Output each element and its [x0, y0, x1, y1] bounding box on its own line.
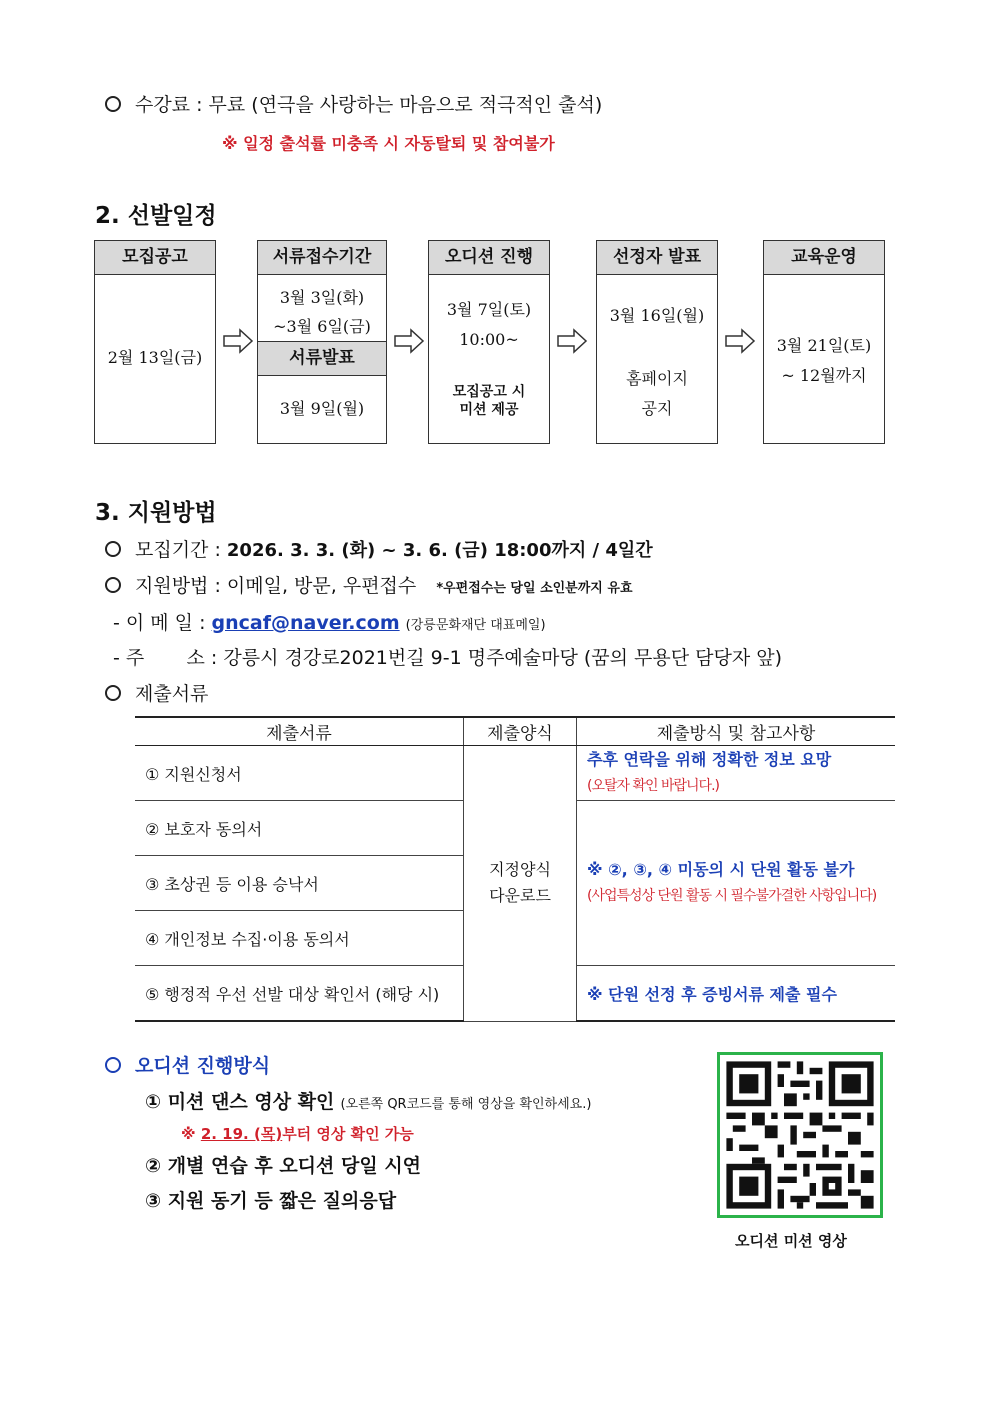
- schedule-title: 2. 선발일정: [95, 203, 217, 229]
- step-2-head: 서류접수기간: [258, 241, 386, 275]
- right-arrow-icon: [222, 328, 254, 354]
- step-1-note: (오른쪽 QR코드를 통해 영상을 확인하세요.): [340, 1097, 592, 1112]
- format-cell: [464, 746, 577, 1022]
- doc-name: ① 지원신청서: [135, 746, 464, 801]
- schedule-step-2: [257, 240, 387, 444]
- right-arrow-icon: [556, 328, 588, 354]
- schedule-step-3: [428, 240, 550, 444]
- fee-line: 수강료 : 무료 (연극을 사랑하는 마음으로 적극적인 출석): [105, 90, 602, 117]
- header-docs: 제출서류: [135, 717, 464, 746]
- step-2-sub-date: 3월 9일(월): [279, 399, 365, 418]
- qr-code-icon[interactable]: [717, 1052, 883, 1218]
- step-1-warning: [181, 1123, 414, 1144]
- address-value: 강릉시 경강로2021번길 9-1 명주예술마당 (꿈의 무용단 담당자 앞): [223, 647, 783, 669]
- fee-note: ※ 일정 출석률 미충족 시 자동탈퇴 및 참여불가: [222, 134, 555, 153]
- period-value: 2026. 3. 3. (화) ~ 3. 6. (금) 18:00까지 / 4일간: [226, 540, 653, 561]
- note-2-main: ※ ②, ③, ④ 미동의 시 단원 활동 불가: [587, 860, 855, 879]
- bullet-icon: [105, 685, 121, 701]
- schedule-step-4: [596, 240, 718, 444]
- audition-title: 오디션 진행방식: [135, 1055, 271, 1077]
- note-3-main: ※ 단원 선정 후 증빙서류 제출 필수: [587, 984, 837, 1004]
- warn-rest: 부터 영상 확인 가능: [282, 1125, 414, 1143]
- bullet-icon: [105, 541, 121, 557]
- method-line: 지원방법 : 이메일, 방문, 우편접수 *우편접수는 당일 소인분까지 유효: [105, 571, 633, 598]
- step-4-note-2: 공지: [641, 399, 673, 418]
- note-1-main: 추후 연락을 위해 정확한 정보 요망: [587, 750, 832, 769]
- step-3-note-1: 모집공고 시: [452, 384, 526, 400]
- step-4-head: 선정자 발표: [597, 241, 717, 275]
- doc-name: ④ 개인정보 수집·이용 동의서: [135, 911, 464, 966]
- audition-title-line: [105, 1051, 270, 1078]
- step-2-date-start: 3월 3일(화): [279, 288, 365, 307]
- note-1-sub: (오탈자 확인 바랍니다.): [587, 778, 719, 794]
- header-method: 제출방식 및 참고사항: [577, 717, 896, 746]
- note-cell-3: [577, 966, 896, 1022]
- right-arrow-icon: [393, 328, 425, 354]
- format-line-2: 다운로드: [489, 886, 551, 906]
- header-format: 제출양식: [464, 717, 577, 746]
- method-label: 지원방법: [135, 575, 209, 597]
- documents-table: [135, 716, 895, 1022]
- audition-step-1: [145, 1087, 591, 1114]
- email-line: [113, 608, 546, 635]
- note-cell-1: [577, 746, 896, 801]
- table-row: [135, 746, 895, 801]
- step-5-head: 교육운영: [764, 241, 884, 275]
- step-3-date: 3월 7일(토): [446, 300, 532, 319]
- bullet-icon: [105, 1057, 121, 1073]
- step-1-text: ① 미션 댄스 영상 확인: [145, 1091, 335, 1113]
- table-header-row: [135, 717, 895, 746]
- step-4-note-1: 홈페이지: [626, 369, 688, 388]
- schedule-step-5: [763, 240, 885, 444]
- period-line: 모집기간 : 2026. 3. 3. (화) ~ 3. 6. (금) 18:00까지 / 4일간: [105, 535, 653, 562]
- step-5-date-end: ~ 12월까지: [781, 366, 867, 385]
- step-4-date: 3월 16일(월): [609, 306, 705, 325]
- apply-title: 3. 지원방법: [95, 500, 217, 526]
- fee-label: 수강료: [135, 94, 191, 116]
- step-3-time: 10:00~: [459, 330, 519, 349]
- email-label: - 이 메 일 :: [113, 612, 206, 634]
- step-1-head: 모집공고: [95, 241, 215, 275]
- bullet-icon: [105, 577, 121, 593]
- warn-prefix: ※: [181, 1125, 196, 1143]
- step-5-date-start: 3월 21일(토): [776, 336, 872, 355]
- doc-name: ③ 초상권 등 이용 승낙서: [135, 856, 464, 911]
- right-arrow-icon: [724, 328, 756, 354]
- step-3-note-2: 미션 제공: [459, 402, 519, 418]
- schedule-step-1: [94, 240, 216, 444]
- method-value: 이메일, 방문, 우편접수: [226, 575, 417, 597]
- step-2-date-end: ~3월 6일(금): [273, 317, 371, 336]
- docs-label: 제출서류: [135, 683, 209, 705]
- doc-name: ⑤ 행정적 우선 선발 대상 확인서 (해당 시): [135, 966, 464, 1022]
- step-2-subhead: 서류발표: [258, 341, 386, 376]
- method-note: *우편접수는 당일 소인분까지 유효: [436, 581, 633, 596]
- doc-name: ② 보호자 동의서: [135, 801, 464, 856]
- audition-step-3: ③ 지원 동기 등 짧은 질의응답: [145, 1190, 397, 1212]
- fee-value: 무료 (연극을 사랑하는 마음으로 적극적인 출석): [208, 94, 603, 116]
- format-line-1: 지정양식: [489, 860, 551, 880]
- email-note: (강릉문화재단 대표메일): [405, 618, 546, 633]
- audition-step-2: ② 개별 연습 후 오디션 당일 시연: [145, 1155, 422, 1177]
- address-line: [113, 643, 782, 670]
- docs-line: [105, 679, 208, 706]
- step-3-head: 오디션 진행: [429, 241, 549, 275]
- note-2-sub: (사업특성상 단원 활동 시 필수불가결한 사항입니다): [587, 888, 877, 904]
- address-label: - 주 소 :: [113, 647, 218, 669]
- period-label: 모집기간: [135, 539, 209, 561]
- step-1-date: 2월 13일(금): [107, 348, 203, 367]
- bullet-icon: [105, 96, 121, 112]
- qr-caption: 오디션 미션 영상: [735, 1232, 847, 1250]
- note-cell-2: [577, 801, 896, 966]
- warn-date: 2. 19. (목): [200, 1125, 283, 1143]
- qr-pattern: [720, 1055, 880, 1215]
- email-link[interactable]: gncaf@naver.com: [211, 612, 400, 634]
